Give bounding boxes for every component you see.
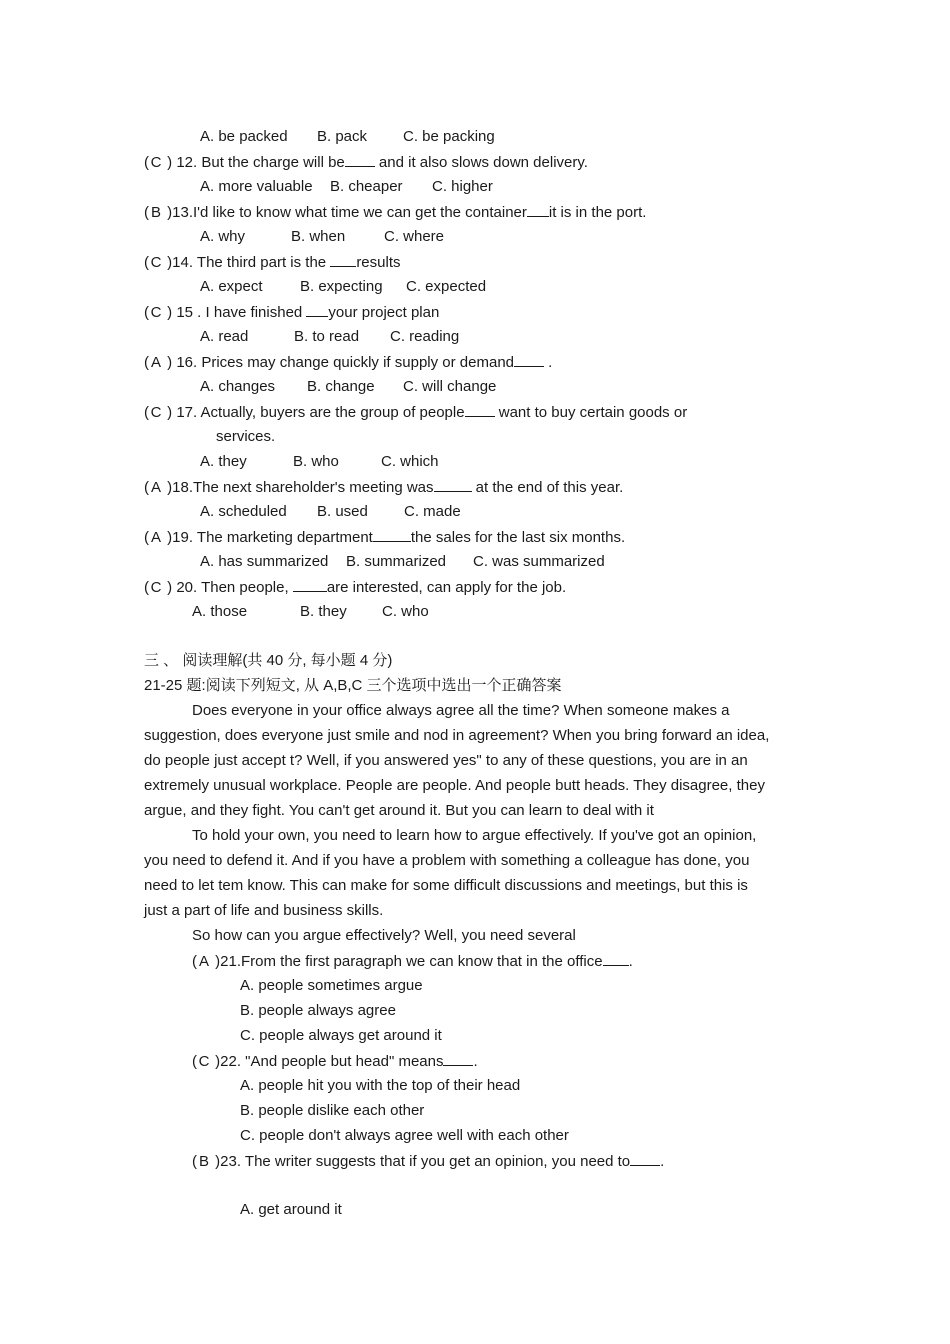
option-c: C. who <box>382 603 429 620</box>
option-b: B. to read <box>294 328 360 345</box>
answer-mark: B <box>150 204 161 221</box>
option-b: B. pack <box>317 128 368 145</box>
passage-line: just a part of life and business skills. <box>144 902 384 919</box>
section-instruction: 21-25 题:阅读下列短文, 从 A,B,C 三个选项中选出一个正确答案 <box>144 677 562 694</box>
option-b: B. they <box>300 603 347 620</box>
section-heading: 三 、 阅读理解(共 40 分, 每小题 4 分) <box>144 652 393 669</box>
option-c: C. be packing <box>403 128 495 145</box>
question-18: ( A )18.The next shareholder's meeting was at the end of this year. <box>144 479 624 496</box>
passage-line: suggestion, does everyone just smile and nod in agreement? When you bring forward an idea, <box>144 727 770 744</box>
option-b: B. people always agree <box>240 1002 396 1019</box>
option-c: C. expected <box>406 278 487 295</box>
answer-mark: C <box>198 1053 210 1070</box>
blank <box>465 403 495 417</box>
question-15: ( C ) 15 . I have finished your project plan <box>144 304 440 321</box>
passage-line: So how can you argue effectively? Well, you need several <box>192 927 576 944</box>
question-21: ( A )21.From the first paragraph we can know that in the office . <box>192 953 633 970</box>
passage-line: need to let tem know. This can make for some difficult discussions and meetings, but this is <box>144 877 748 894</box>
option-a: A. expect <box>200 278 263 295</box>
answer-mark: B <box>198 1153 209 1170</box>
answer-mark: A <box>150 354 161 371</box>
blank <box>514 353 544 367</box>
question-17: ( C ) 17. Actually, buyers are the group of people want to buy certain goods or <box>144 404 688 421</box>
option-a: A. changes <box>200 378 276 395</box>
option-c: C. will change <box>403 378 497 395</box>
question-13: ( B )13.I'd like to know what time we can get the container it is in the port. <box>144 204 647 221</box>
blank <box>373 528 411 542</box>
blank <box>345 153 375 167</box>
blank <box>293 578 327 592</box>
passage-line: extremely unusual workplace. People are people. And people butt heads. They disagree, they <box>144 777 765 794</box>
option-a: A. be packed <box>200 128 288 145</box>
option-c: C. where <box>384 228 445 245</box>
blank <box>306 303 328 317</box>
option-c: C. reading <box>390 328 460 345</box>
passage-line: Does everyone in your office always agree all the time? When someone makes a <box>192 702 730 719</box>
option-b: B. cheaper <box>330 178 403 195</box>
answer-mark: C <box>150 404 162 421</box>
passage-line: do people just accept t? Well, if you answered yes" to any of these questions, you are in an <box>144 752 748 769</box>
question-22: ( C )22. "And people but head" means . <box>192 1053 478 1070</box>
option-b: B. who <box>293 453 339 470</box>
blank <box>603 952 629 966</box>
option-a: A. those <box>192 603 248 620</box>
passage-line: you need to defend it. And if you have a problem with something a colleague has done, you <box>144 852 750 869</box>
option-a: A. scheduled <box>200 503 287 520</box>
question-19: ( A )19. The marketing department the sales for the last six months. <box>144 529 626 546</box>
option-a: A. they <box>200 453 247 470</box>
question-23: ( B )23. The writer suggests that if you get an opinion, you need to . <box>192 1153 665 1170</box>
option-a: A. more valuable <box>200 178 313 195</box>
option-b: B. when <box>291 228 346 245</box>
option-b: B. people dislike each other <box>240 1102 425 1119</box>
answer-mark: A <box>150 479 161 496</box>
passage-line: argue, and they fight. You can't get around it. But you can learn to deal with it <box>144 802 654 819</box>
answer-mark: C <box>150 154 162 171</box>
answer-mark: A <box>198 953 209 970</box>
option-a: A. read <box>200 328 249 345</box>
question-12: ( C ) 12. But the charge will be and it also slows down delivery. <box>144 154 588 171</box>
option-c: C. higher <box>432 178 493 195</box>
option-c: C. was summarized <box>473 553 605 570</box>
option-c: C. people always get around it <box>240 1027 442 1044</box>
option-c: C. people don't always agree well with each other <box>240 1127 569 1144</box>
option-c: C. made <box>404 503 461 520</box>
blank <box>630 1152 660 1166</box>
question-17-continued: services. <box>216 428 276 445</box>
question-14: ( C )14. The third part is the results <box>144 254 401 271</box>
question-16: ( A ) 16. Prices may change quickly if supply or demand . <box>144 354 553 371</box>
option-a: A. people hit you with the top of their head <box>240 1077 521 1094</box>
answer-mark: A <box>150 529 161 546</box>
answer-mark: C <box>150 579 162 596</box>
option-c: C. which <box>381 453 439 470</box>
blank <box>443 1052 473 1066</box>
option-a: A. get around it <box>240 1201 342 1218</box>
option-b: B. summarized <box>346 553 447 570</box>
answer-mark: C <box>150 254 162 271</box>
passage-line: To hold your own, you need to learn how to argue effectively. If you've got an opinion, <box>192 827 757 844</box>
option-b: B. expecting <box>300 278 383 295</box>
option-b: B. used <box>317 503 368 520</box>
option-a: A. has summarized <box>200 553 329 570</box>
blank <box>330 253 356 267</box>
option-a: A. people sometimes argue <box>240 977 423 994</box>
answer-mark: C <box>150 304 162 321</box>
option-a: A. why <box>200 228 246 245</box>
blank <box>434 478 472 492</box>
question-20: ( C ) 20. Then people, are interested, can apply for the job. <box>144 579 567 596</box>
blank <box>527 203 549 217</box>
option-b: B. change <box>307 378 375 395</box>
